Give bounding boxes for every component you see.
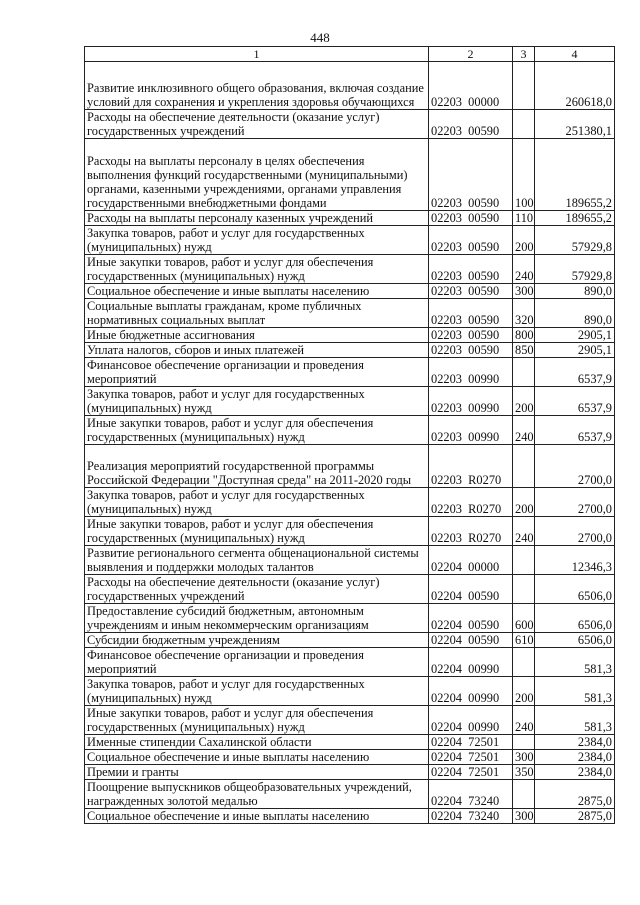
budget-table [84,46,615,824]
row-name-cell: Субсидии бюджетным учреждениям [85,633,429,648]
row-amount-cell: 260618,0 [535,62,615,110]
row-type-cell: 240 [513,517,535,546]
row-type-cell [513,62,535,110]
table-row [85,677,615,706]
table-row [85,139,615,211]
row-name-cell: Предоставление субсидий бюджетным, автономным учреждениям и иным некоммерческим организациям [85,604,429,633]
row-code-cell: 02203 00590 [429,226,513,255]
row-code-cell: 02203 00990 [429,387,513,416]
row-amount-cell: 890,0 [535,284,615,299]
table-row [85,780,615,809]
row-code-cell: 02203 00590 [429,211,513,226]
row-amount-cell: 251380,1 [535,110,615,139]
row-amount-cell: 2875,0 [535,809,615,824]
row-type-cell [513,358,535,387]
row-type-cell [513,780,535,809]
row-amount-cell: 6506,0 [535,604,615,633]
row-type-cell: 850 [513,343,535,358]
row-code-cell: 02203 00590 [429,284,513,299]
row-amount-cell: 2384,0 [535,735,615,750]
row-type-cell: 350 [513,765,535,780]
row-code-cell: 02203 00590 [429,299,513,328]
row-type-cell: 200 [513,677,535,706]
row-code-cell: 02203 00590 [429,328,513,343]
row-type-cell: 200 [513,387,535,416]
row-code-cell: 02203 R0270 [429,488,513,517]
row-amount-cell: 6537,9 [535,416,615,445]
table-row [85,575,615,604]
row-name-cell: Социальное обеспечение и иные выплаты населению [85,284,429,299]
row-code-cell: 02203 00990 [429,416,513,445]
row-code-cell: 02204 73240 [429,780,513,809]
row-amount-cell: 57929,8 [535,255,615,284]
row-type-cell: 610 [513,633,535,648]
row-name-cell: Поощрение выпускников общеобразовательных учреждений, награжденных золотой медалью [85,780,429,809]
row-amount-cell: 2700,0 [535,445,615,488]
row-name-cell: Иные закупки товаров, работ и услуг для обеспечения государственных (муниципальных) нужд [85,255,429,284]
row-amount-cell: 12346,3 [535,546,615,575]
row-amount-cell: 2905,1 [535,328,615,343]
row-type-cell: 320 [513,299,535,328]
row-code-cell: 02203 00590 [429,139,513,211]
row-name-cell: Премии и гранты [85,765,429,780]
row-type-cell [513,648,535,677]
table-row [85,809,615,824]
row-name-cell: Развитие регионального сегмента общенациональной системы выявления и поддержки молодых талантов [85,546,429,575]
row-code-cell: 02204 00990 [429,677,513,706]
row-code-cell: 02203 00590 [429,110,513,139]
table-row [85,110,615,139]
row-type-cell: 300 [513,750,535,765]
row-name-cell: Иные закупки товаров, работ и услуг для обеспечения государственных (муниципальных) нужд [85,706,429,735]
row-type-cell: 300 [513,809,535,824]
row-code-cell: 02204 00990 [429,648,513,677]
row-amount-cell: 581,3 [535,648,615,677]
row-code-cell: 02204 73240 [429,809,513,824]
table-row [85,604,615,633]
row-name-cell: Иные закупки товаров, работ и услуг для обеспечения государственных (муниципальных) нужд [85,416,429,445]
row-name-cell: Реализация мероприятий государственной программы Российской Федерации "Доступная среда" на 2011-2020 годы [85,445,429,488]
row-amount-cell: 2700,0 [535,517,615,546]
table-row [85,735,615,750]
row-type-cell: 600 [513,604,535,633]
table-row [85,648,615,677]
table-row [85,765,615,780]
row-amount-cell: 6506,0 [535,575,615,604]
table-row [85,343,615,358]
row-name-cell: Именные стипендии Сахалинской области [85,735,429,750]
row-code-cell: 02203 R0270 [429,517,513,546]
row-type-cell [513,735,535,750]
row-type-cell [513,445,535,488]
table-row [85,358,615,387]
row-type-cell: 200 [513,226,535,255]
row-code-cell: 02203 00990 [429,358,513,387]
row-type-cell: 100 [513,139,535,211]
row-code-cell: 02204 72501 [429,765,513,780]
row-amount-cell: 581,3 [535,677,615,706]
table-row [85,255,615,284]
row-amount-cell: 2905,1 [535,343,615,358]
header-cell-code: 2 [429,47,513,62]
table-header-row [85,47,615,62]
table-row [85,387,615,416]
table-row [85,416,615,445]
row-amount-cell: 57929,8 [535,226,615,255]
row-name-cell: Закупка товаров, работ и услуг для государственных (муниципальных) нужд [85,226,429,255]
row-name-cell: Закупка товаров, работ и услуг для государственных (муниципальных) нужд [85,677,429,706]
row-type-cell: 110 [513,211,535,226]
row-type-cell [513,575,535,604]
row-name-cell: Расходы на выплаты персоналу казенных учреждений [85,211,429,226]
row-amount-cell: 189655,2 [535,139,615,211]
row-amount-cell: 2700,0 [535,488,615,517]
row-code-cell: 02203 00590 [429,343,513,358]
row-name-cell: Иные закупки товаров, работ и услуг для обеспечения государственных (муниципальных) нужд [85,517,429,546]
row-name-cell: Уплата налогов, сборов и иных платежей [85,343,429,358]
table-row [85,284,615,299]
header-cell-type: 3 [513,47,535,62]
header-cell-name: 1 [85,47,429,62]
row-code-cell: 02203 R0270 [429,445,513,488]
row-name-cell: Иные бюджетные ассигнования [85,328,429,343]
table-row [85,62,615,110]
row-type-cell: 240 [513,706,535,735]
row-name-cell: Расходы на обеспечение деятельности (оказание услуг) государственных учреждений [85,575,429,604]
row-type-cell: 200 [513,488,535,517]
row-amount-cell: 189655,2 [535,211,615,226]
row-code-cell: 02204 00990 [429,706,513,735]
row-amount-cell: 6506,0 [535,633,615,648]
row-type-cell: 240 [513,255,535,284]
table-row [85,517,615,546]
row-type-cell [513,110,535,139]
row-name-cell: Социальное обеспечение и иные выплаты населению [85,750,429,765]
row-name-cell: Расходы на выплаты персоналу в целях обеспечения выполнения функций государственными (муниципальными) органами, казенными учреждениями, органами управления государственными внебюджетными фондами [85,139,429,211]
row-code-cell: 02203 00000 [429,62,513,110]
row-name-cell: Развитие инклюзивного общего образования, включая создание условий для сохранения и укрепления здоровья обучающихся [85,62,429,110]
table-row [85,706,615,735]
row-name-cell: Расходы на обеспечение деятельности (оказание услуг) государственных учреждений [85,110,429,139]
row-amount-cell: 890,0 [535,299,615,328]
table-row [85,488,615,517]
row-name-cell: Социальные выплаты гражданам, кроме публичных нормативных социальных выплат [85,299,429,328]
table-row [85,328,615,343]
row-amount-cell: 6537,9 [535,387,615,416]
row-code-cell: 02204 00590 [429,575,513,604]
row-name-cell: Финансовое обеспечение организации и проведения мероприятий [85,358,429,387]
row-type-cell: 800 [513,328,535,343]
row-code-cell: 02204 00000 [429,546,513,575]
row-code-cell: 02204 00590 [429,604,513,633]
table-row [85,633,615,648]
table-row [85,546,615,575]
row-name-cell: Финансовое обеспечение организации и проведения мероприятий [85,648,429,677]
header-cell-amount: 4 [535,47,615,62]
row-type-cell [513,546,535,575]
table-row [85,750,615,765]
page-number: 448 [310,30,330,45]
row-amount-cell: 2384,0 [535,750,615,765]
table-row [85,299,615,328]
table-row [85,226,615,255]
row-type-cell: 300 [513,284,535,299]
row-amount-cell: 6537,9 [535,358,615,387]
row-type-cell: 240 [513,416,535,445]
row-name-cell: Социальное обеспечение и иные выплаты населению [85,809,429,824]
table-row [85,211,615,226]
row-name-cell: Закупка товаров, работ и услуг для государственных (муниципальных) нужд [85,488,429,517]
row-code-cell: 02204 72501 [429,750,513,765]
row-amount-cell: 581,3 [535,706,615,735]
table-row [85,445,615,488]
row-name-cell: Закупка товаров, работ и услуг для государственных (муниципальных) нужд [85,387,429,416]
row-code-cell: 02203 00590 [429,255,513,284]
row-code-cell: 02204 72501 [429,735,513,750]
row-amount-cell: 2875,0 [535,780,615,809]
row-amount-cell: 2384,0 [535,765,615,780]
row-code-cell: 02204 00590 [429,633,513,648]
